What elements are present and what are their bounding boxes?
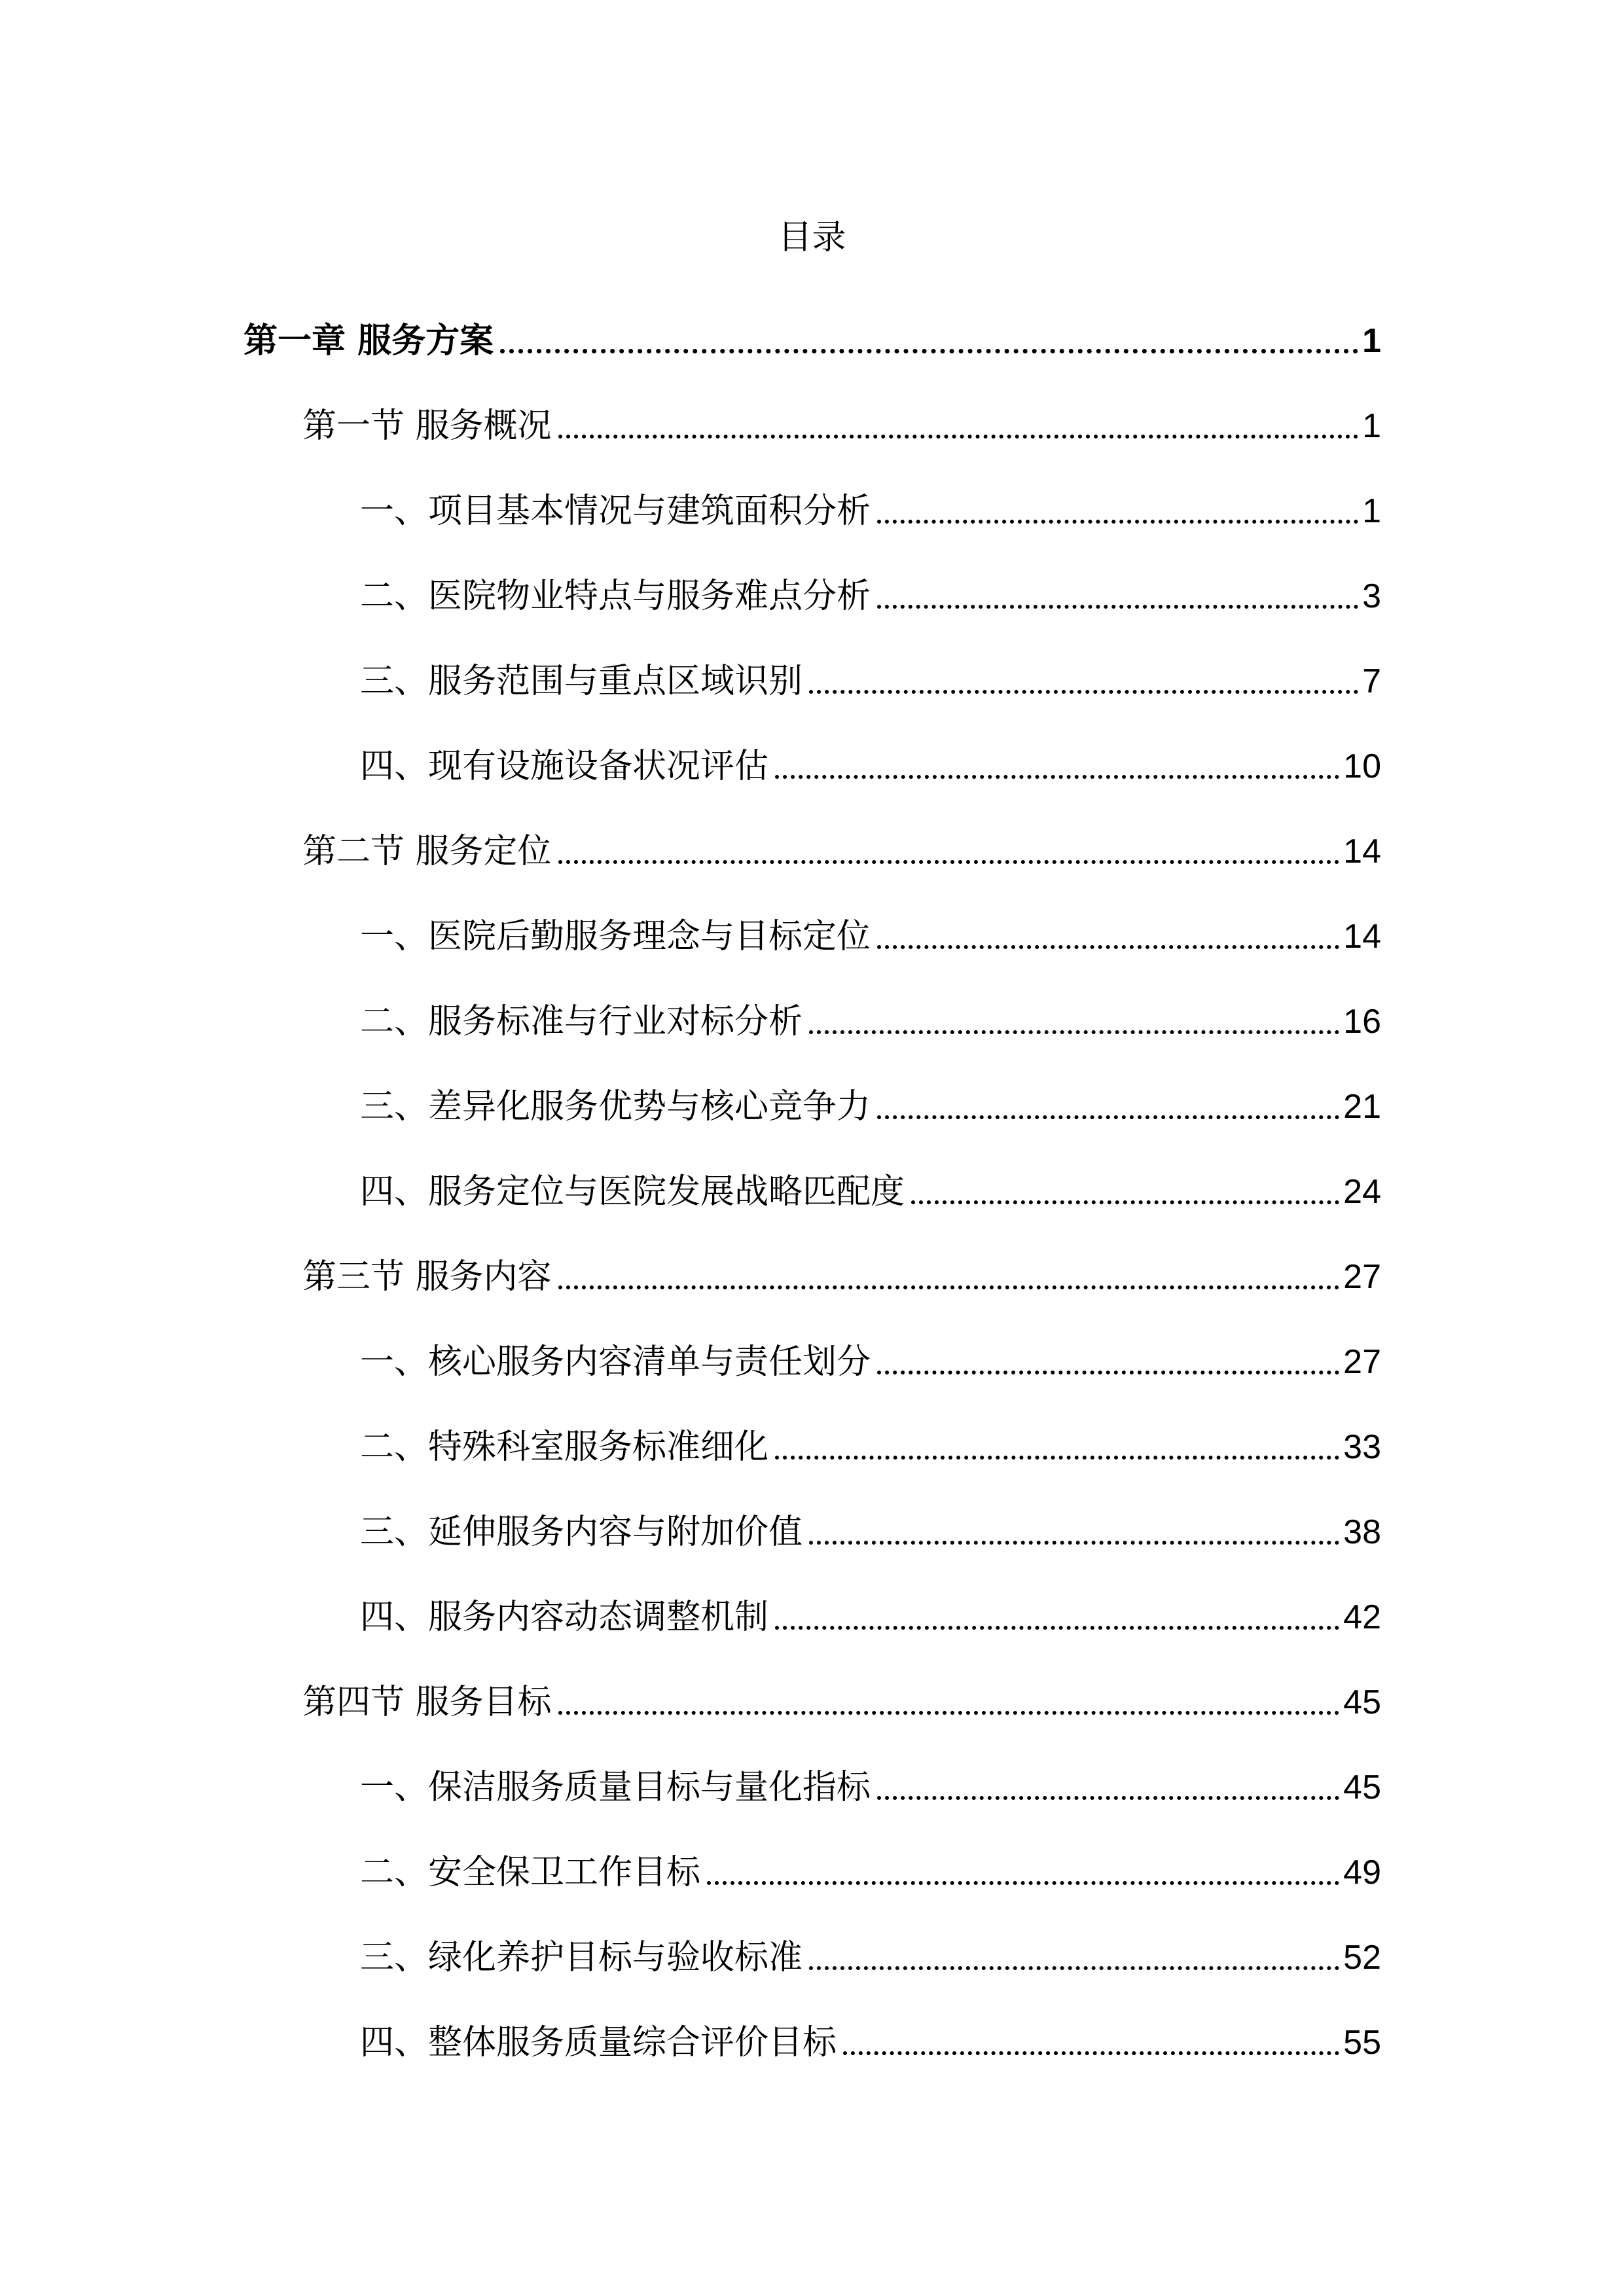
toc-title: 目录 (778, 218, 846, 257)
toc-page-number: 27 (1343, 1343, 1381, 1381)
toc-entry-title: 一、医院后勤服务理念与目标定位 (360, 917, 871, 956)
toc-dot-leader (558, 1285, 1340, 1289)
toc-page-number: 33 (1343, 1428, 1381, 1466)
toc-page-number: 42 (1343, 1598, 1381, 1636)
toc-subsection-entry[interactable] (0, 1488, 1624, 1573)
toc-entry-title: 二、特殊科室服务标准细化 (360, 1427, 769, 1467)
toc-section-entry[interactable] (0, 382, 1624, 467)
toc-entry-title: 一、核心服务内容清单与责任划分 (360, 1342, 871, 1382)
toc-subsection-entry[interactable] (0, 1914, 1624, 1999)
toc-dot-leader (911, 1200, 1339, 1204)
toc-dot-leader (775, 1626, 1339, 1630)
toc-entry-title: 二、服务标准与行业对标分析 (360, 1002, 803, 1041)
toc-page-number: 21 (1343, 1088, 1381, 1126)
toc-dot-leader (707, 1881, 1339, 1885)
toc-entry-title: 一、项目基本情况与建筑面积分析 (360, 492, 871, 531)
toc-entry-title: 三、服务范围与重点区域识别 (360, 662, 803, 701)
toc-section-entry[interactable] (0, 1233, 1624, 1318)
toc-subsection-entry[interactable] (0, 1403, 1624, 1488)
toc-entry-title: 二、医院物业特点与服务难点分析 (360, 577, 871, 616)
toc-dot-leader (843, 2051, 1339, 2055)
toc-subsection-entry[interactable] (0, 1318, 1624, 1403)
toc-subsection-entry[interactable] (0, 1063, 1624, 1148)
toc-page-number: 14 (1343, 918, 1381, 956)
toc-subsection-entry[interactable] (0, 637, 1624, 723)
toc-dot-leader (809, 1541, 1339, 1545)
toc-list (0, 297, 1624, 2084)
toc-dot-leader (775, 775, 1339, 779)
toc-page-number: 16 (1343, 1003, 1381, 1041)
toc-subsection-entry[interactable] (0, 893, 1624, 978)
toc-entry-title: 四、服务内容动态调整机制 (360, 1598, 769, 1637)
toc-dot-leader (877, 945, 1339, 949)
toc-dot-leader (775, 1456, 1339, 1460)
toc-subsection-entry[interactable] (0, 1829, 1624, 1914)
toc-chapter-entry[interactable] (0, 297, 1624, 382)
toc-dot-leader (877, 1115, 1339, 1119)
toc-entry-title: 第四节 服务目标 (302, 1683, 552, 1722)
toc-page-number: 49 (1343, 1854, 1381, 1892)
toc-entry-title: 第一节 服务概况 (302, 406, 552, 446)
toc-subsection-entry[interactable] (0, 1999, 1624, 2084)
toc-dot-leader (809, 690, 1358, 694)
toc-dot-leader (809, 1030, 1339, 1034)
toc-page-number: 45 (1343, 1768, 1381, 1806)
toc-entry-title: 四、整体服务质量综合评价目标 (360, 2023, 837, 2062)
toc-entry-title: 四、现有设施设备状况评估 (360, 747, 769, 786)
toc-page-number: 1 (1362, 407, 1381, 445)
toc-section-entry[interactable] (0, 808, 1624, 893)
toc-page-number: 1 (1362, 492, 1381, 530)
toc-entry-title: 三、差异化服务优势与核心竞争力 (360, 1087, 871, 1126)
toc-dot-leader (558, 1711, 1340, 1715)
toc-dot-leader (500, 349, 1358, 353)
toc-subsection-entry[interactable] (0, 552, 1624, 637)
toc-page-number: 55 (1343, 2024, 1381, 2062)
toc-entry-title: 四、服务定位与医院发展战略匹配度 (360, 1172, 905, 1211)
toc-dot-leader (877, 605, 1358, 609)
toc-entry-title: 第一章 服务方案 (244, 321, 494, 361)
toc-section-entry[interactable] (0, 1659, 1624, 1744)
toc-page-number: 3 (1362, 577, 1381, 615)
toc-page-number: 10 (1343, 747, 1381, 785)
toc-dot-leader (877, 520, 1358, 524)
toc-page-number: 7 (1362, 662, 1381, 700)
toc-entry-title: 第二节 服务定位 (302, 832, 552, 871)
toc-page-number: 24 (1343, 1173, 1381, 1211)
toc-subsection-entry[interactable] (0, 1573, 1624, 1659)
toc-subsection-entry[interactable] (0, 1148, 1624, 1233)
toc-subsection-entry[interactable] (0, 467, 1624, 552)
toc-dot-leader (558, 860, 1340, 864)
toc-dot-leader (809, 1966, 1339, 1970)
toc-page-number: 52 (1343, 1939, 1381, 1977)
toc-page-number: 27 (1343, 1258, 1381, 1296)
toc-entry-title: 三、绿化养护目标与验收标准 (360, 1938, 803, 1977)
toc-page-number: 45 (1343, 1683, 1381, 1721)
toc-dot-leader (877, 1796, 1339, 1800)
toc-subsection-entry[interactable] (0, 978, 1624, 1063)
toc-entry-title: 一、保洁服务质量目标与量化指标 (360, 1768, 871, 1807)
toc-entry-title: 二、安全保卫工作目标 (360, 1853, 701, 1892)
toc-subsection-entry[interactable] (0, 1744, 1624, 1829)
toc-entry-title: 三、延伸服务内容与附加价值 (360, 1513, 803, 1552)
toc-page-number: 38 (1343, 1513, 1381, 1551)
toc-page-number: 1 (1362, 322, 1381, 360)
toc-dot-leader (558, 435, 1359, 439)
toc-subsection-entry[interactable] (0, 723, 1624, 808)
toc-dot-leader (877, 1371, 1339, 1374)
toc-entry-title: 第三节 服务内容 (302, 1257, 552, 1297)
toc-page-number: 14 (1343, 833, 1381, 870)
